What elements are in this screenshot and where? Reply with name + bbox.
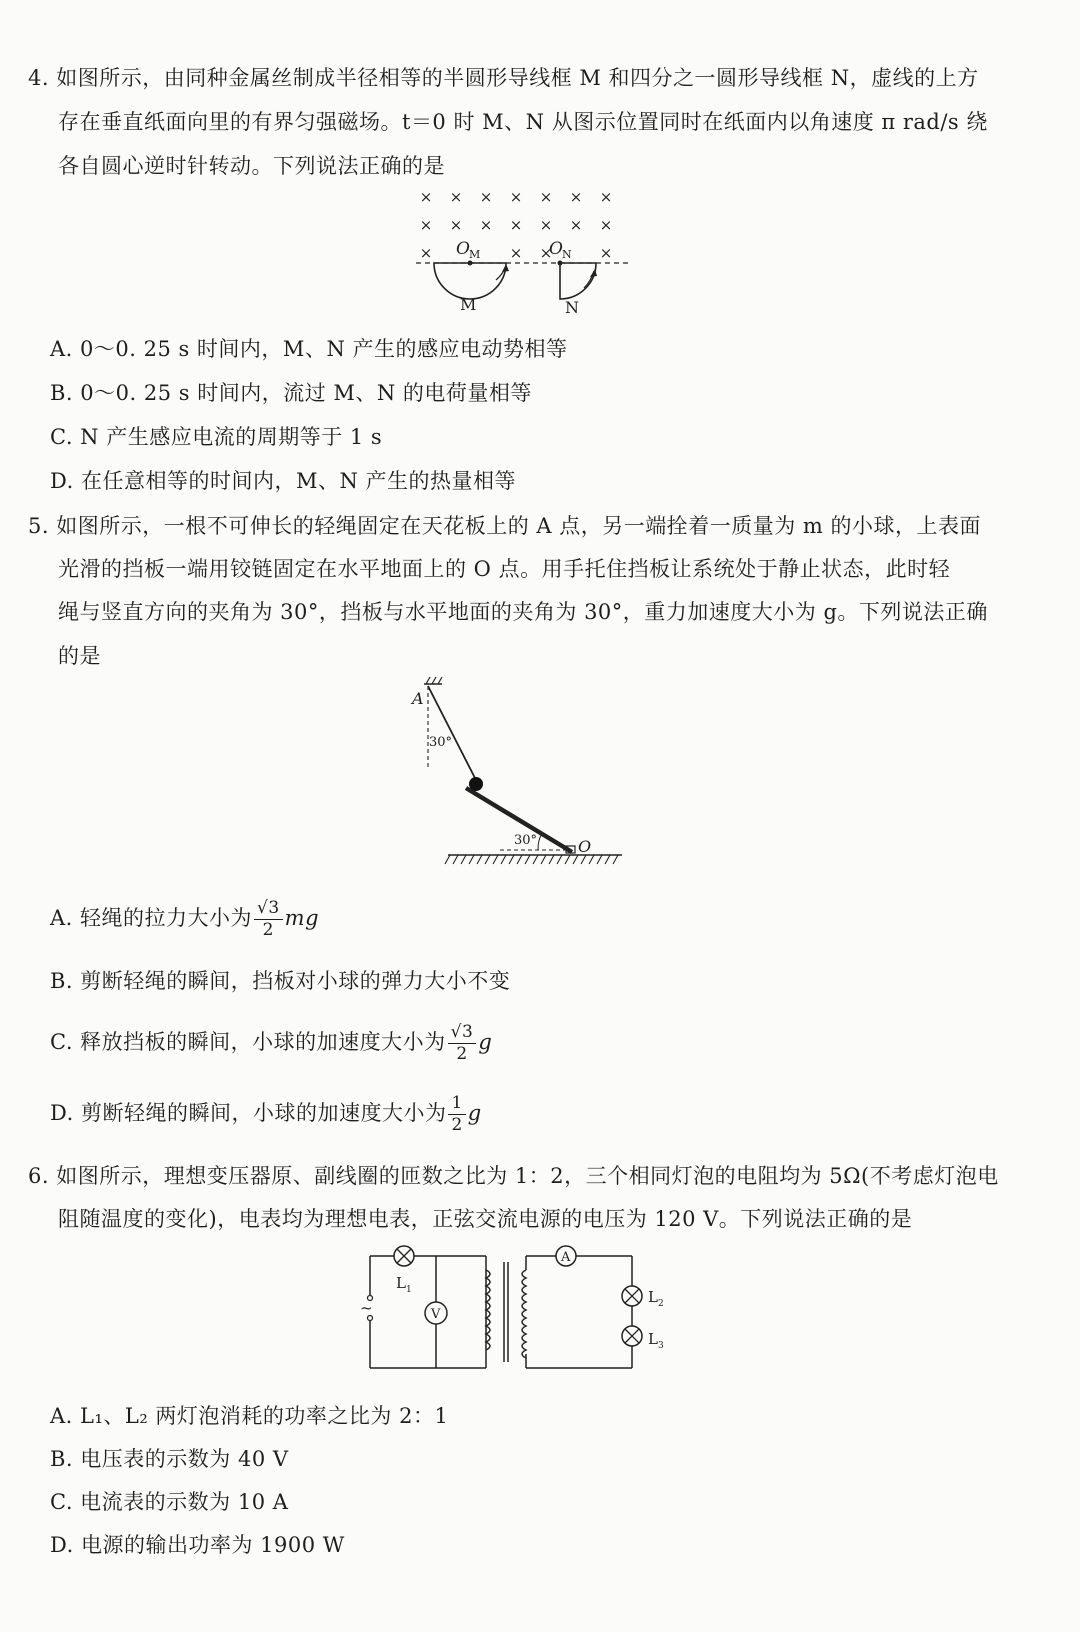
svg-text:1: 1	[406, 1285, 412, 1295]
q4-option-b[interactable]: B. 0～0. 25 s 时间内，流过 M、N 的电荷量相等	[50, 381, 532, 405]
light-rope	[428, 686, 477, 782]
q4-option-d[interactable]: D. 在任意相等的时间内，M、N 产生的热量相等	[50, 469, 516, 493]
semicircle-frame-m	[434, 263, 506, 299]
q6-stem-line2: 阻随温度的变化)，电表均为理想电表，正弦交流电源的电压为 120 V。下列说法正确的是	[58, 1207, 913, 1231]
voltmeter-icon	[425, 1302, 447, 1324]
svg-text:3: 3	[658, 1341, 664, 1351]
q5-option-d[interactable]: D. 剪断轻绳的瞬间，小球的加速度大小为 $\frac{1}{2}$ g	[50, 1093, 482, 1135]
label-n: N	[565, 298, 579, 317]
q6-option-a[interactable]: A. L₁、L₂ 两灯泡消耗的功率之比为 2：1	[50, 1404, 449, 1428]
q5-option-a[interactable]: A. 轻绳的拉力大小为 $\frac{√3}{2}$ mg	[50, 898, 320, 940]
svg-text:×: ×	[539, 244, 553, 262]
label-l2: L	[648, 1288, 658, 1306]
q6-stem-line1: 6. 如图所示，理想变压器原、副线圈的匝数之比为 1：2，三个相同灯泡的电阻均为 5Ω(不考虑灯泡电	[28, 1164, 999, 1188]
ammeter-icon	[556, 1246, 576, 1266]
svg-text:×: ×	[419, 244, 433, 262]
label-l3: L	[648, 1330, 658, 1348]
svg-text:×: ×	[509, 216, 523, 234]
svg-text:×: ×	[479, 216, 493, 234]
angle-label-bottom: 30°	[514, 833, 538, 848]
q4-option-c[interactable]: C. N 产生感应电流的周期等于 1 s	[50, 425, 383, 449]
magnetic-field-crosses	[420, 188, 613, 262]
lamp-l3-icon	[622, 1326, 642, 1346]
svg-text:M: M	[469, 248, 481, 261]
q4-option-a[interactable]: A. 0～0. 25 s 时间内，M、N 产生的感应电动势相等	[50, 337, 568, 361]
q5-option-c[interactable]: C. 释放挡板的瞬间，小球的加速度大小为 $\frac{√3}{2}$ g	[50, 1022, 493, 1064]
ac-source-icon: ~	[360, 1299, 373, 1317]
q6-option-b[interactable]: B. 电压表的示数为 40 V	[50, 1447, 289, 1471]
svg-text:A: A	[561, 1250, 571, 1265]
q4-figure	[400, 180, 640, 320]
svg-text:2: 2	[658, 1299, 664, 1309]
q5-stem-line3: 绳与竖直方向的夹角为 30°，挡板与水平地面的夹角为 30°，重力加速度大小为 g。下列说法正确	[58, 600, 988, 624]
label-o: O	[578, 837, 592, 856]
q6-option-c[interactable]: C. 电流表的示数为 10 A	[50, 1490, 289, 1514]
quarter-circle-frame-n	[560, 263, 596, 299]
q4-stem-line1: 4. 如图所示，由同种金属丝制成半径相等的半圆形导线框 M 和四分之一圆形导线框 N，虚线的上方	[28, 66, 979, 90]
svg-text:×: ×	[449, 216, 463, 234]
q5-stem-line1: 5. 如图所示，一根不可伸长的轻绳固定在天花板上的 A 点，另一端拴着一质量为 m 的小球，上表面	[28, 514, 981, 538]
label-a: A	[412, 689, 424, 708]
q6-option-d[interactable]: D. 电源的输出功率为 1900 W	[50, 1533, 345, 1557]
q5-figure	[400, 672, 640, 872]
svg-text:×: ×	[599, 216, 613, 234]
svg-text:×: ×	[509, 188, 523, 206]
label-l1: L	[396, 1274, 406, 1292]
svg-text:×: ×	[599, 188, 613, 206]
svg-text:×: ×	[509, 244, 523, 262]
q6-circuit	[350, 1240, 680, 1380]
label-m: M	[460, 295, 477, 314]
svg-text:×: ×	[539, 216, 553, 234]
label-on: O	[549, 239, 563, 259]
svg-text:×: ×	[449, 188, 463, 206]
q4-stem-line2: 存在垂直纸面向里的有界匀强磁场。t＝0 时 M、N 从图示位置同时在纸面内以角速度 π rad/s 绕	[58, 110, 988, 134]
lamp-l2-icon	[622, 1286, 642, 1306]
svg-text:×: ×	[599, 244, 613, 262]
q5-stem-line2: 光滑的挡板一端用铰链固定在水平地面上的 O 点。用手托住挡板让系统处于静止状态，此时轻	[58, 557, 951, 581]
label-om: O	[456, 239, 470, 259]
ball	[469, 777, 483, 791]
q4-stem-line3: 各自圆心逆时针转动。下列说法正确的是	[58, 154, 445, 178]
svg-text:N: N	[562, 248, 572, 261]
lamp-l1-icon	[394, 1246, 414, 1266]
svg-text:×: ×	[569, 188, 583, 206]
svg-text:×: ×	[539, 188, 553, 206]
q5-option-b[interactable]: B. 剪断轻绳的瞬间，挡板对小球的弹力大小不变	[50, 969, 511, 993]
svg-text:×: ×	[419, 188, 433, 206]
svg-text:V: V	[431, 1307, 441, 1322]
q5-stem-line4: 的是	[58, 644, 101, 668]
svg-text:×: ×	[479, 188, 493, 206]
svg-text:×: ×	[419, 216, 433, 234]
angle-label-top: 30°	[429, 735, 453, 750]
svg-text:×: ×	[569, 216, 583, 234]
